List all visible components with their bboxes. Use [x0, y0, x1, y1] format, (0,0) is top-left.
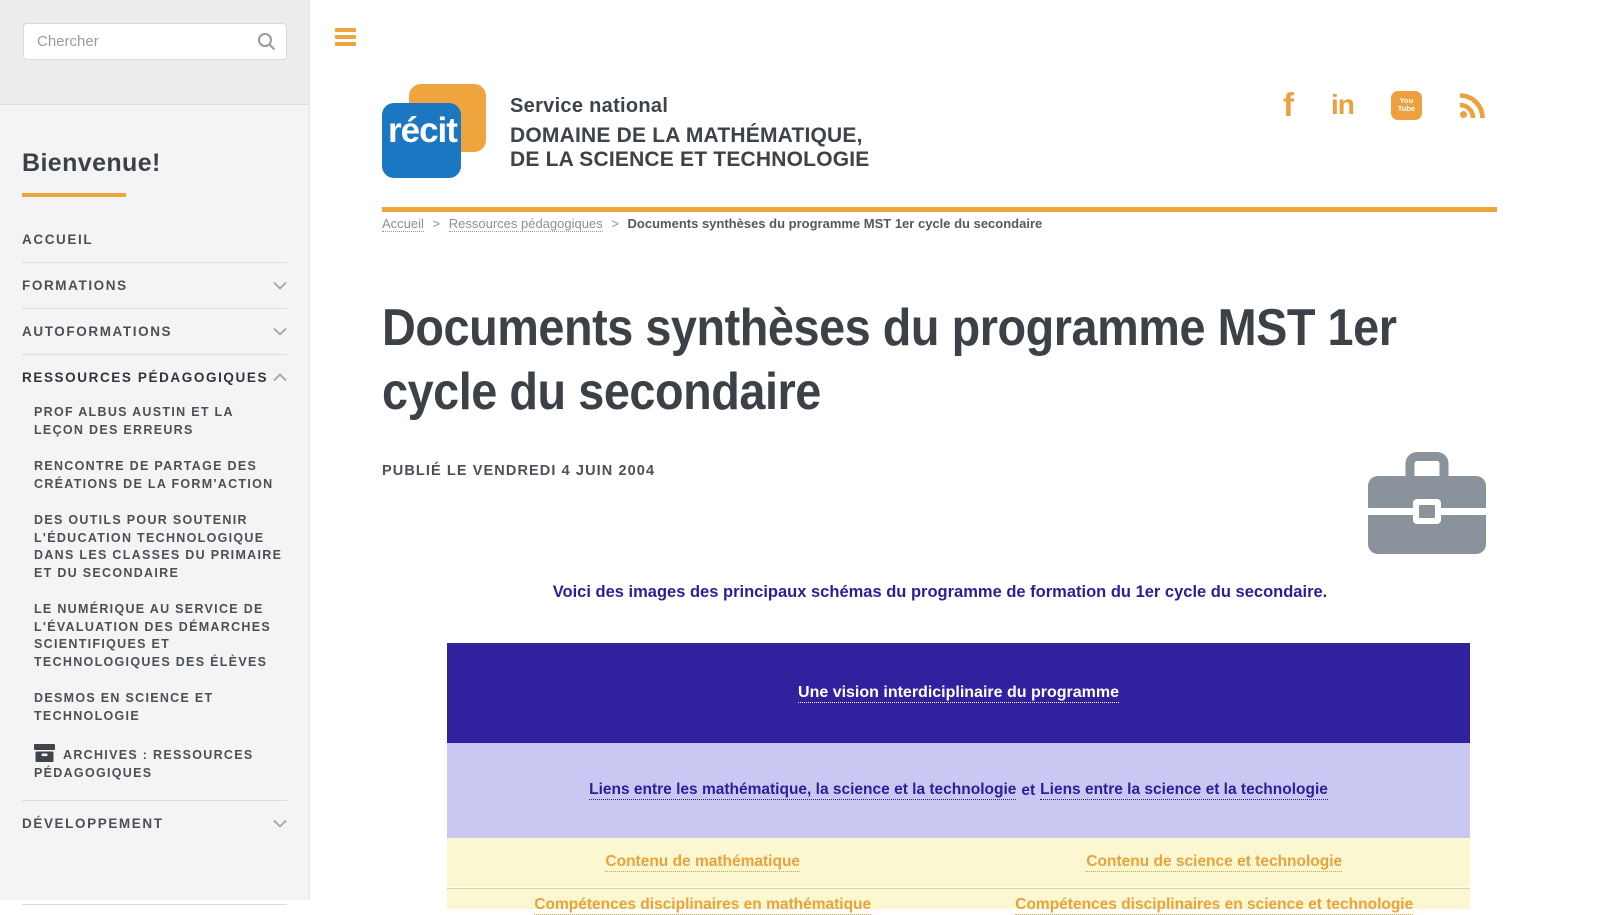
search-input[interactable] [24, 33, 251, 50]
link-vision-interdisciplinaire[interactable]: Une vision interdiciplinaire du programme [798, 683, 1119, 701]
submenu-item-desmos[interactable]: DESMOS EN SCIENCE ET TECHNOLOGIE [34, 691, 214, 723]
page-title-line1: Documents synthèses du programme MST 1er [382, 299, 1397, 357]
main-content [311, 0, 1600, 913]
archive-box-icon [34, 744, 55, 762]
sidebar-item-label: DÉVELOPPEMENT [22, 816, 164, 831]
recit-logo-mark [382, 84, 488, 178]
cell-competences-math [447, 889, 959, 913]
link-contenu-science-technologie[interactable]: Contenu de science et technologie [1086, 853, 1343, 870]
search-icon [257, 32, 276, 51]
site-logo[interactable] [382, 84, 870, 178]
brand-domain-line2: DE LA SCIENCE ET TECHNOLOGIE [510, 147, 870, 171]
sidebar-item-formations[interactable] [22, 263, 287, 308]
sidebar [0, 0, 310, 900]
logo-wordmark: récit [388, 111, 457, 150]
brand-service-line: Service national [510, 95, 669, 117]
submenu-item-label: ARCHIVES : RESSOURCES PÉDAGOGIQUES [34, 748, 254, 780]
link-liens-math-science-techno[interactable]: Liens entre les mathématique, la science et la technologie [589, 781, 1017, 798]
breadcrumb-ressources[interactable]: Ressources pédagogiques [448, 216, 603, 231]
sidebar-item-autoformations[interactable] [22, 309, 287, 354]
breadcrumb-separator: > [432, 216, 441, 231]
youtube-link[interactable] [1391, 88, 1422, 122]
intro-text: Voici des images des principaux schémas du programme de formation du 1er cycle du secondaire. [552, 583, 1328, 601]
youtube-icon: You Tube [1391, 91, 1422, 120]
submenu-item-rencontre-partage[interactable]: RENCONTRE DE PARTAGE DES CRÉATIONS DE LA FORM'ACTION [34, 459, 274, 491]
chevron-up-icon [273, 373, 287, 382]
cell-contenu-math [447, 838, 959, 887]
link-competences-science-technologie[interactable]: Compétences disciplinaires en science et technologie [1015, 896, 1414, 913]
cell-competences-science [959, 889, 1471, 913]
sidebar-item-ressources-pedagogiques[interactable] [22, 355, 287, 400]
sidebar-search-area [0, 0, 309, 105]
rss-link[interactable] [1459, 88, 1486, 122]
sidebar-item-label: AUTOFORMATIONS [22, 324, 173, 339]
submenu-item-prof-albus-austin[interactable]: PROF ALBUS AUSTIN ET LA LEÇON DES ERREURS [34, 405, 234, 437]
ressources-submenu [22, 400, 287, 800]
schema-table [447, 643, 1470, 913]
hamburger-menu-button[interactable] [335, 28, 356, 49]
cell-contenu-science [959, 838, 1471, 887]
brand-domain-line1: DOMAINE DE LA MATHÉMATIQUE, [510, 124, 863, 147]
sidebar-item-developpement[interactable] [22, 801, 287, 846]
breadcrumb-accueil[interactable]: Accueil [382, 216, 424, 231]
facebook-link[interactable] [1283, 88, 1294, 122]
briefcase-icon [1368, 452, 1486, 554]
linkedin-icon: in [1331, 89, 1354, 120]
breadcrumb-current-page: Documents synthèses du programme MST 1er cycle du secondaire [627, 216, 1043, 231]
chevron-down-icon [273, 327, 287, 336]
page-title-line2: cycle du secondaire [382, 363, 821, 421]
page-title [382, 296, 1396, 424]
search-button[interactable] [251, 32, 286, 51]
facebook-icon: f [1283, 86, 1294, 123]
link-liens-science-techno[interactable]: Liens entre la science et la technologie [1040, 781, 1328, 798]
search-box [23, 23, 287, 60]
chevron-down-icon [273, 281, 287, 290]
header-accent-rule [382, 207, 1497, 212]
brand-text [510, 95, 870, 178]
sidebar-item-label: ACCUEIL [22, 232, 94, 247]
social-links [1283, 88, 1486, 122]
sidebar-item-accueil[interactable] [22, 217, 287, 262]
link-contenu-mathematique[interactable]: Contenu de mathématique [605, 853, 801, 870]
sidebar-item-label: RESSOURCES PÉDAGOGIQUES [22, 370, 269, 385]
row-liens-conjunction: et [1021, 781, 1036, 799]
table-row-contenu [447, 838, 1470, 887]
submenu-item-archives[interactable] [34, 744, 287, 782]
rss-icon [1459, 92, 1486, 119]
chevron-down-icon [273, 819, 287, 828]
table-row-liens [447, 743, 1470, 838]
brand-domain-lines [510, 124, 870, 171]
linkedin-link[interactable] [1331, 88, 1354, 122]
welcome-accent-bar [22, 193, 126, 197]
published-date: PUBLIÉ LE VENDREDI 4 JUIN 2004 [382, 463, 656, 479]
sidebar-menu [22, 217, 287, 905]
breadcrumb-separator: > [611, 216, 619, 231]
submenu-item-outils-education-technologique[interactable]: DES OUTILS POUR SOUTENIR L'ÉDUCATION TECHNOLOGIQUE DANS LES CLASSES DU PRIMAIRE ET DU SECONDAIRE [34, 513, 283, 580]
divider [22, 904, 287, 905]
table-row-vision [447, 643, 1470, 743]
breadcrumb [382, 216, 1042, 231]
submenu-item-numerique-evaluation[interactable]: LE NUMÉRIQUE AU SERVICE DE L'ÉVALUATION DES DÉMARCHES SCIENTIFIQUES ET TECHNOLOGIQUES DES ÉLÈVES [34, 602, 272, 669]
table-row-competences [447, 889, 1470, 913]
link-competences-mathematique[interactable]: Compétences disciplinaires en mathématique [534, 896, 872, 913]
welcome-heading: Bienvenue! [22, 149, 161, 177]
sidebar-item-label: FORMATIONS [22, 278, 128, 293]
